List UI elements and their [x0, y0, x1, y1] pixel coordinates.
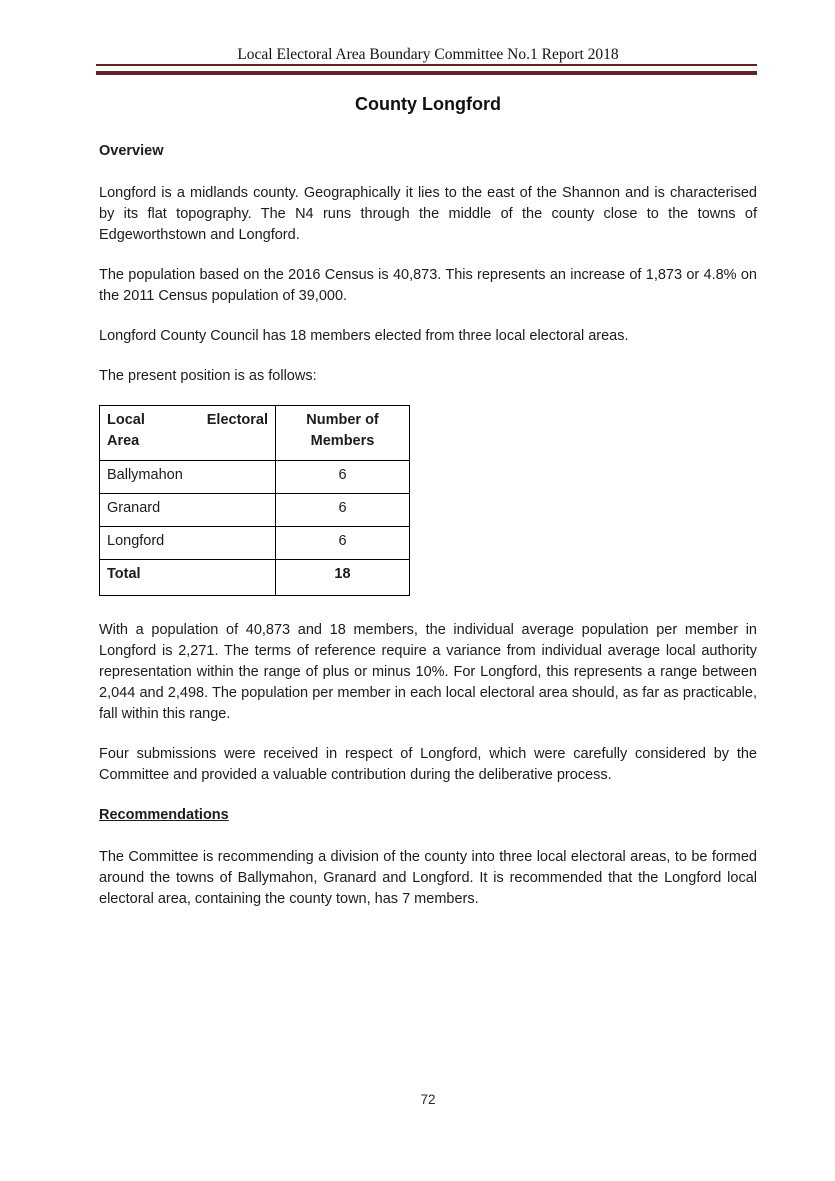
- table-header-row: [100, 406, 410, 461]
- lea-members-table: [99, 405, 410, 596]
- header-rule: [96, 64, 757, 75]
- members-cell: 6: [276, 527, 410, 560]
- table-total-row: [100, 560, 410, 596]
- table-row: [100, 494, 410, 527]
- members-cell: 6: [276, 494, 410, 527]
- page-number: 72: [420, 1092, 436, 1107]
- overview-paragraph-6: Four submissions were received in respect of Longford, which were carefully considered by the Committee and provided a valuable contribution during the deliberative process.: [99, 746, 757, 783]
- overview-paragraph-4: The present position is as follows:: [99, 368, 317, 384]
- overview-paragraph-5: With a population of 40,873 and 18 members, the individual average population per member in Longford is 2,271. The terms of reference require a variance from individual average local authority representation within the range of plus or minus 10%. For Longford, this represents a range between 2,044 and 2,498. The population per member in each local electoral area should, as far as practicable, fall within this range.: [99, 622, 757, 722]
- table-header-local-electoral-area: Local Electoral Area: [100, 406, 276, 461]
- overview-heading: Overview: [99, 143, 164, 159]
- page-title: County Longford: [355, 94, 501, 114]
- members-cell: 6: [276, 461, 410, 494]
- total-label-cell: Total: [100, 560, 276, 596]
- overview-paragraph-3: Longford County Council has 18 members elected from three local electoral areas.: [99, 328, 629, 344]
- report-header-title: Local Electoral Area Boundary Committee No.1 Report 2018: [237, 46, 619, 63]
- table-row: [100, 527, 410, 560]
- recommendations-heading: Recommendations: [99, 807, 229, 823]
- area-cell: Granard: [100, 494, 276, 527]
- total-value-cell: 18: [276, 560, 410, 596]
- recommendations-paragraph-1: The Committee is recommending a division of the county into three local electoral areas, to be formed around the towns of Ballymahon, Granard and Longford. It is recommended that the Longford local electoral area, containing the county town, has 7 members.: [99, 849, 757, 907]
- area-cell: Longford: [100, 527, 276, 560]
- document-body: [99, 141, 757, 929]
- area-cell: Ballymahon: [100, 461, 276, 494]
- overview-paragraph-2: The population based on the 2016 Census is 40,873. This represents an increase of 1,873 or 4.8% on the 2011 Census population of 39,000.: [99, 267, 757, 304]
- overview-paragraph-1: Longford is a midlands county. Geographically it lies to the east of the Shannon and is characterised by its flat topography. The N4 runs through the middle of the county close to the towns of Edgeworthstown and Longford.: [99, 185, 757, 243]
- table-row: [100, 461, 410, 494]
- table-header-number-of-members: Number of Members: [276, 406, 410, 461]
